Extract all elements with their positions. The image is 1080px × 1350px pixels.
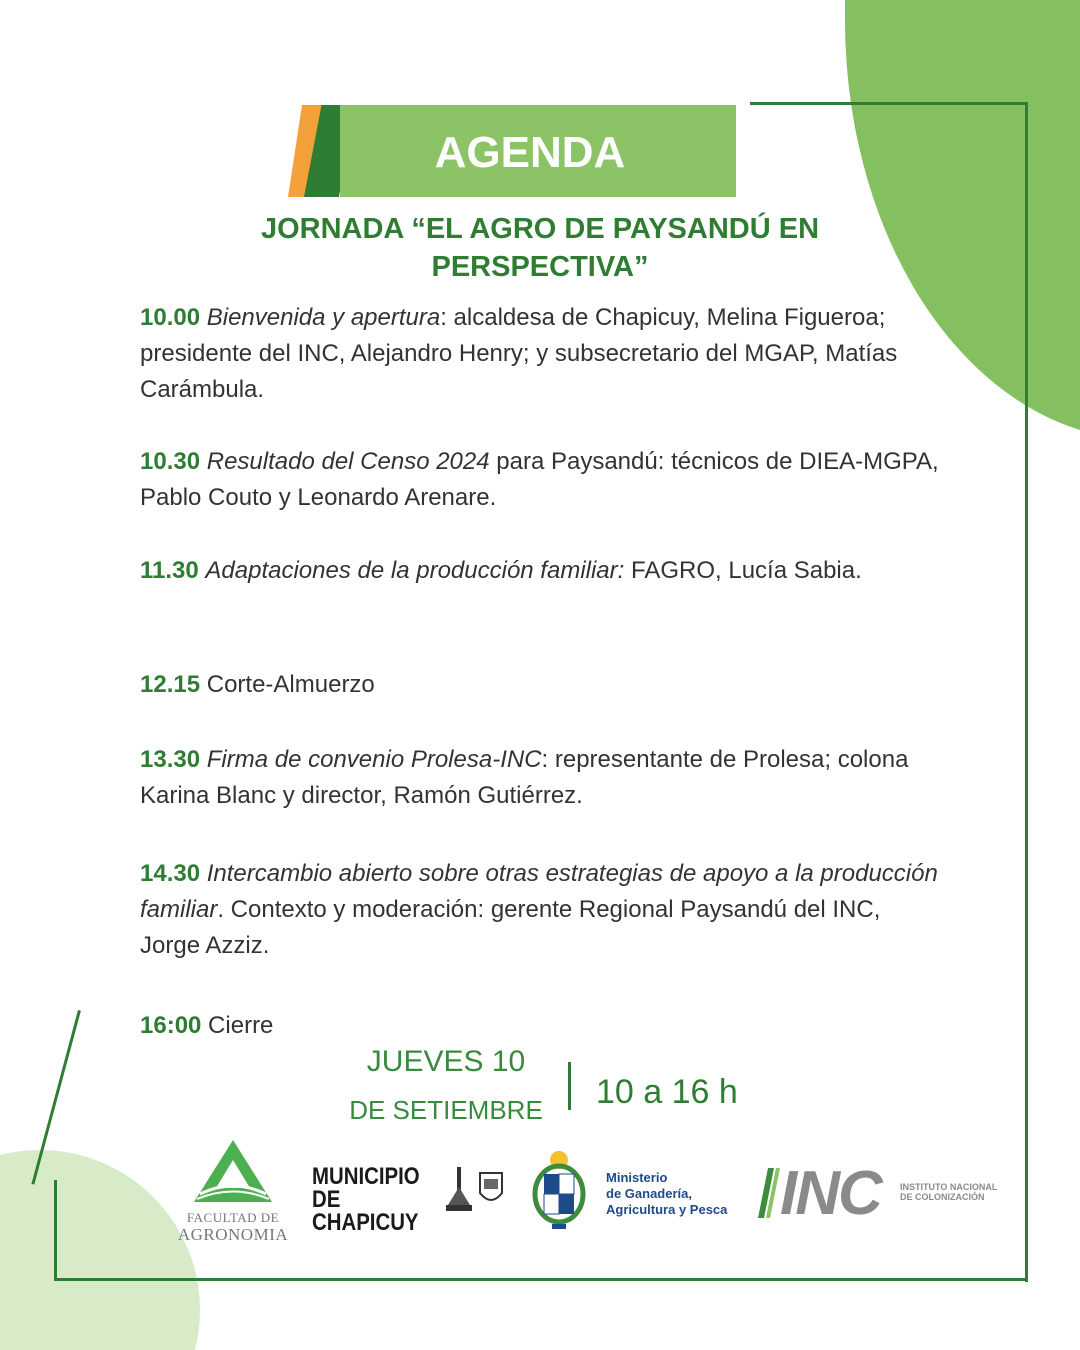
inc-logo xyxy=(758,1159,1008,1228)
fagro-triangle-icon xyxy=(176,1138,290,1208)
event-title: JORNADA “EL AGRO DE PAYSANDÚ EN PERSPECTIVA” xyxy=(260,213,820,283)
uruguay-shield-logo xyxy=(526,1148,592,1232)
agenda-activity: Firma de convenio Prolesa-INC xyxy=(206,746,542,773)
agenda-banner-title: AGENDA xyxy=(434,128,626,177)
agenda-time: 13.30 xyxy=(140,746,201,773)
event-month: DE SETIEMBRE xyxy=(349,1095,543,1125)
mgap-logo-line1: Ministerio xyxy=(606,1170,668,1185)
date-separator xyxy=(568,1062,571,1110)
agenda-item xyxy=(140,742,940,814)
fagro-logo xyxy=(176,1138,290,1248)
municipio-logo-line1: MUNICIPIO DE xyxy=(312,1163,420,1213)
coat-of-arms-icon xyxy=(478,1171,504,1211)
agenda-activity: Resultado del Censo 2024 xyxy=(206,448,490,475)
agenda-details: . Contexto y moderación: gerente Regional Paysandú del INC, Jorge Azziz. xyxy=(140,896,881,959)
agenda-time: 10.00 xyxy=(140,304,201,331)
frame-line-right xyxy=(1025,102,1028,1282)
decorative-green-shape-bottom-left xyxy=(0,1150,200,1350)
agenda-item xyxy=(140,300,940,408)
frame-line-left xyxy=(54,1180,57,1280)
inc-logo-line2: DE COLONIZACIÓN xyxy=(900,1192,985,1202)
agenda-details: FAGRO, Lucía Sabia. xyxy=(624,557,862,584)
shield-icon xyxy=(526,1148,592,1232)
agenda-time: 10.30 xyxy=(140,448,201,475)
municipio-logo-text xyxy=(312,1165,431,1234)
agenda-activity: Intercambio abierto sobre otras estrategias de apoyo a la producción familiar xyxy=(140,860,938,923)
agenda-activity: Adaptaciones de la producción familiar: xyxy=(205,557,625,584)
inc-stripes-icon xyxy=(758,1168,780,1218)
agenda-details: : alcaldesa de Chapicuy, Melina Figueroa; presidente del INC, Alejandro Henry; y subsecretario del MGAP, Matías Carámbula. xyxy=(140,304,898,403)
agenda-time: 16:00 xyxy=(140,1012,202,1039)
frame-line-top xyxy=(750,102,1028,105)
fagro-logo-line1: FACULTAD DE xyxy=(186,1210,280,1225)
agenda-item xyxy=(140,444,940,516)
agenda-details: Cierre xyxy=(201,1012,274,1039)
inc-logo-letters: INC xyxy=(780,1159,881,1228)
mgap-logo-line2: de Ganadería, xyxy=(606,1186,692,1201)
agenda-item xyxy=(140,856,940,964)
inc-logo-line1: INSTITUTO NACIONAL xyxy=(900,1182,998,1192)
agenda-time: 11.30 xyxy=(140,557,199,584)
municipio-logo xyxy=(312,1163,508,1236)
agenda-item xyxy=(140,667,940,703)
agenda-details: Corte-Almuerzo xyxy=(200,671,375,698)
municipio-logo-line2: CHAPICUY xyxy=(312,1209,419,1236)
agenda-time: 14.30 xyxy=(140,860,201,887)
agenda-details: : representante de Prolesa; colona Karina Blanc y director, Ramón Gutiérrez. xyxy=(140,746,909,809)
event-day: JUEVES 10 xyxy=(366,1045,526,1078)
agenda-item xyxy=(140,1008,940,1044)
mgap-logo-line3: Agricultura y Pesca xyxy=(606,1202,728,1217)
agenda-time: 12.15 xyxy=(140,671,201,698)
fagro-logo-line2: AGRONOMIA xyxy=(177,1225,289,1244)
event-hours: 10 a 16 h xyxy=(596,1073,738,1111)
mgap-logo xyxy=(606,1170,746,1218)
frame-line-bottom xyxy=(54,1278,1028,1281)
agenda-activity: Bienvenida y apertura xyxy=(206,304,441,331)
agenda-details: para Paysandú: técnicos de DIEA-MGPA, Pablo Couto y Leonardo Arenare. xyxy=(140,448,939,511)
monument-icon xyxy=(444,1165,474,1215)
agenda-item xyxy=(140,553,940,589)
